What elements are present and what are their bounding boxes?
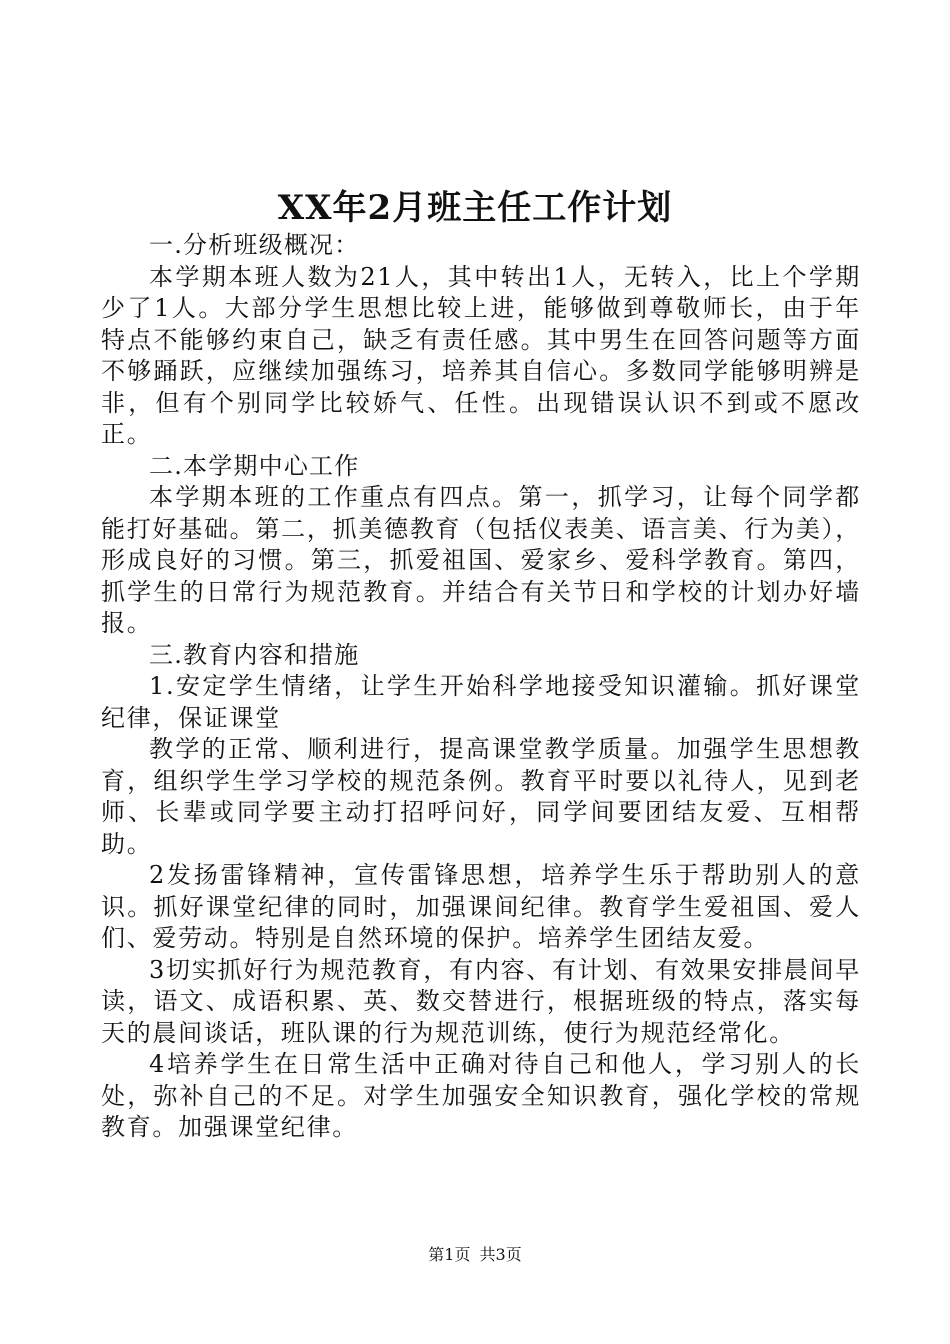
page-number-total: 共3页 — [479, 1245, 522, 1264]
section-heading-overview: 一.分析班级概况： — [149, 231, 360, 259]
document-title: XX年2月班主任工作计划 — [277, 188, 673, 228]
document-body — [101, 230, 861, 1144]
paragraph-class-overview: 本学期本班人数为21人，其中转出1人，无转入，比上个学期少了1人。大部分学生思想比较上进，能够做到尊敬师长，由于年特点不能够约束自己，缺乏有责任感。其中男生在回答问题等方面不够踊跃，应继续加强练习，培养其自信心。多数同学能够明辨是非，但有个别同学比较娇气、任性。出现错误认识不到或不愿改正。 — [101, 262, 861, 448]
page-number-current: 第1页 — [428, 1245, 471, 1264]
section-heading-central-work: 二.本学期中心工作 — [149, 451, 360, 480]
paragraph-central-work: 本学期本班的工作重点有四点。第一，抓学习，让每个同学都能打好基础。第二，抓美德教育（包括仪表美、语言美、行为美），形成良好的习惯。第三，抓爱祖国、爱家乡、爱科学教育。第四，抓学生的日常行为规范教育。并结合有关节日和学校的计划办好墙报。 — [101, 483, 861, 637]
paragraph-measure-3: 3切实抓好行为规范教育，有内容、有计划、有效果安排晨间早读，语文、成语积累、英、数交替进行，根据班级的特点，落实每天的晨间谈话，班队课的行为规范训练，使行为规范经常化。 — [101, 955, 861, 1047]
section-heading-measures: 三.教育内容和措施 — [149, 640, 360, 669]
paragraph-measure-1: 1.安定学生情绪，让学生开始科学地接受知识灌输。抓好课堂纪律，保证课堂 — [101, 672, 861, 732]
page-footer — [0, 1244, 950, 1266]
paragraph-measure-4: 4培养学生在日常生活中正确对待自己和他人，学习别人的长处，弥补自己的不足。对学生加强安全知识教育，强化学校的常规教育。加强课堂纪律。 — [101, 1050, 861, 1141]
paragraph-measure-2: 2发扬雷锋精神，宣传雷锋思想，培养学生乐于帮助别人的意识。抓好课堂纪律的同时，加强课间纪律。教育学生爱祖国、爱人们、爱劳动。特别是自然环境的保护。培养学生团结友爱。 — [101, 861, 861, 952]
paragraph-measure-1-continued: 教学的正常、顺利进行，提高课堂教学质量。加强学生思想教育，组织学生学习学校的规范条例。教育平时要以礼待人，见到老师、长辈或同学要主动打招呼问好，同学间要团结友爱、互相帮助。 — [101, 735, 861, 858]
